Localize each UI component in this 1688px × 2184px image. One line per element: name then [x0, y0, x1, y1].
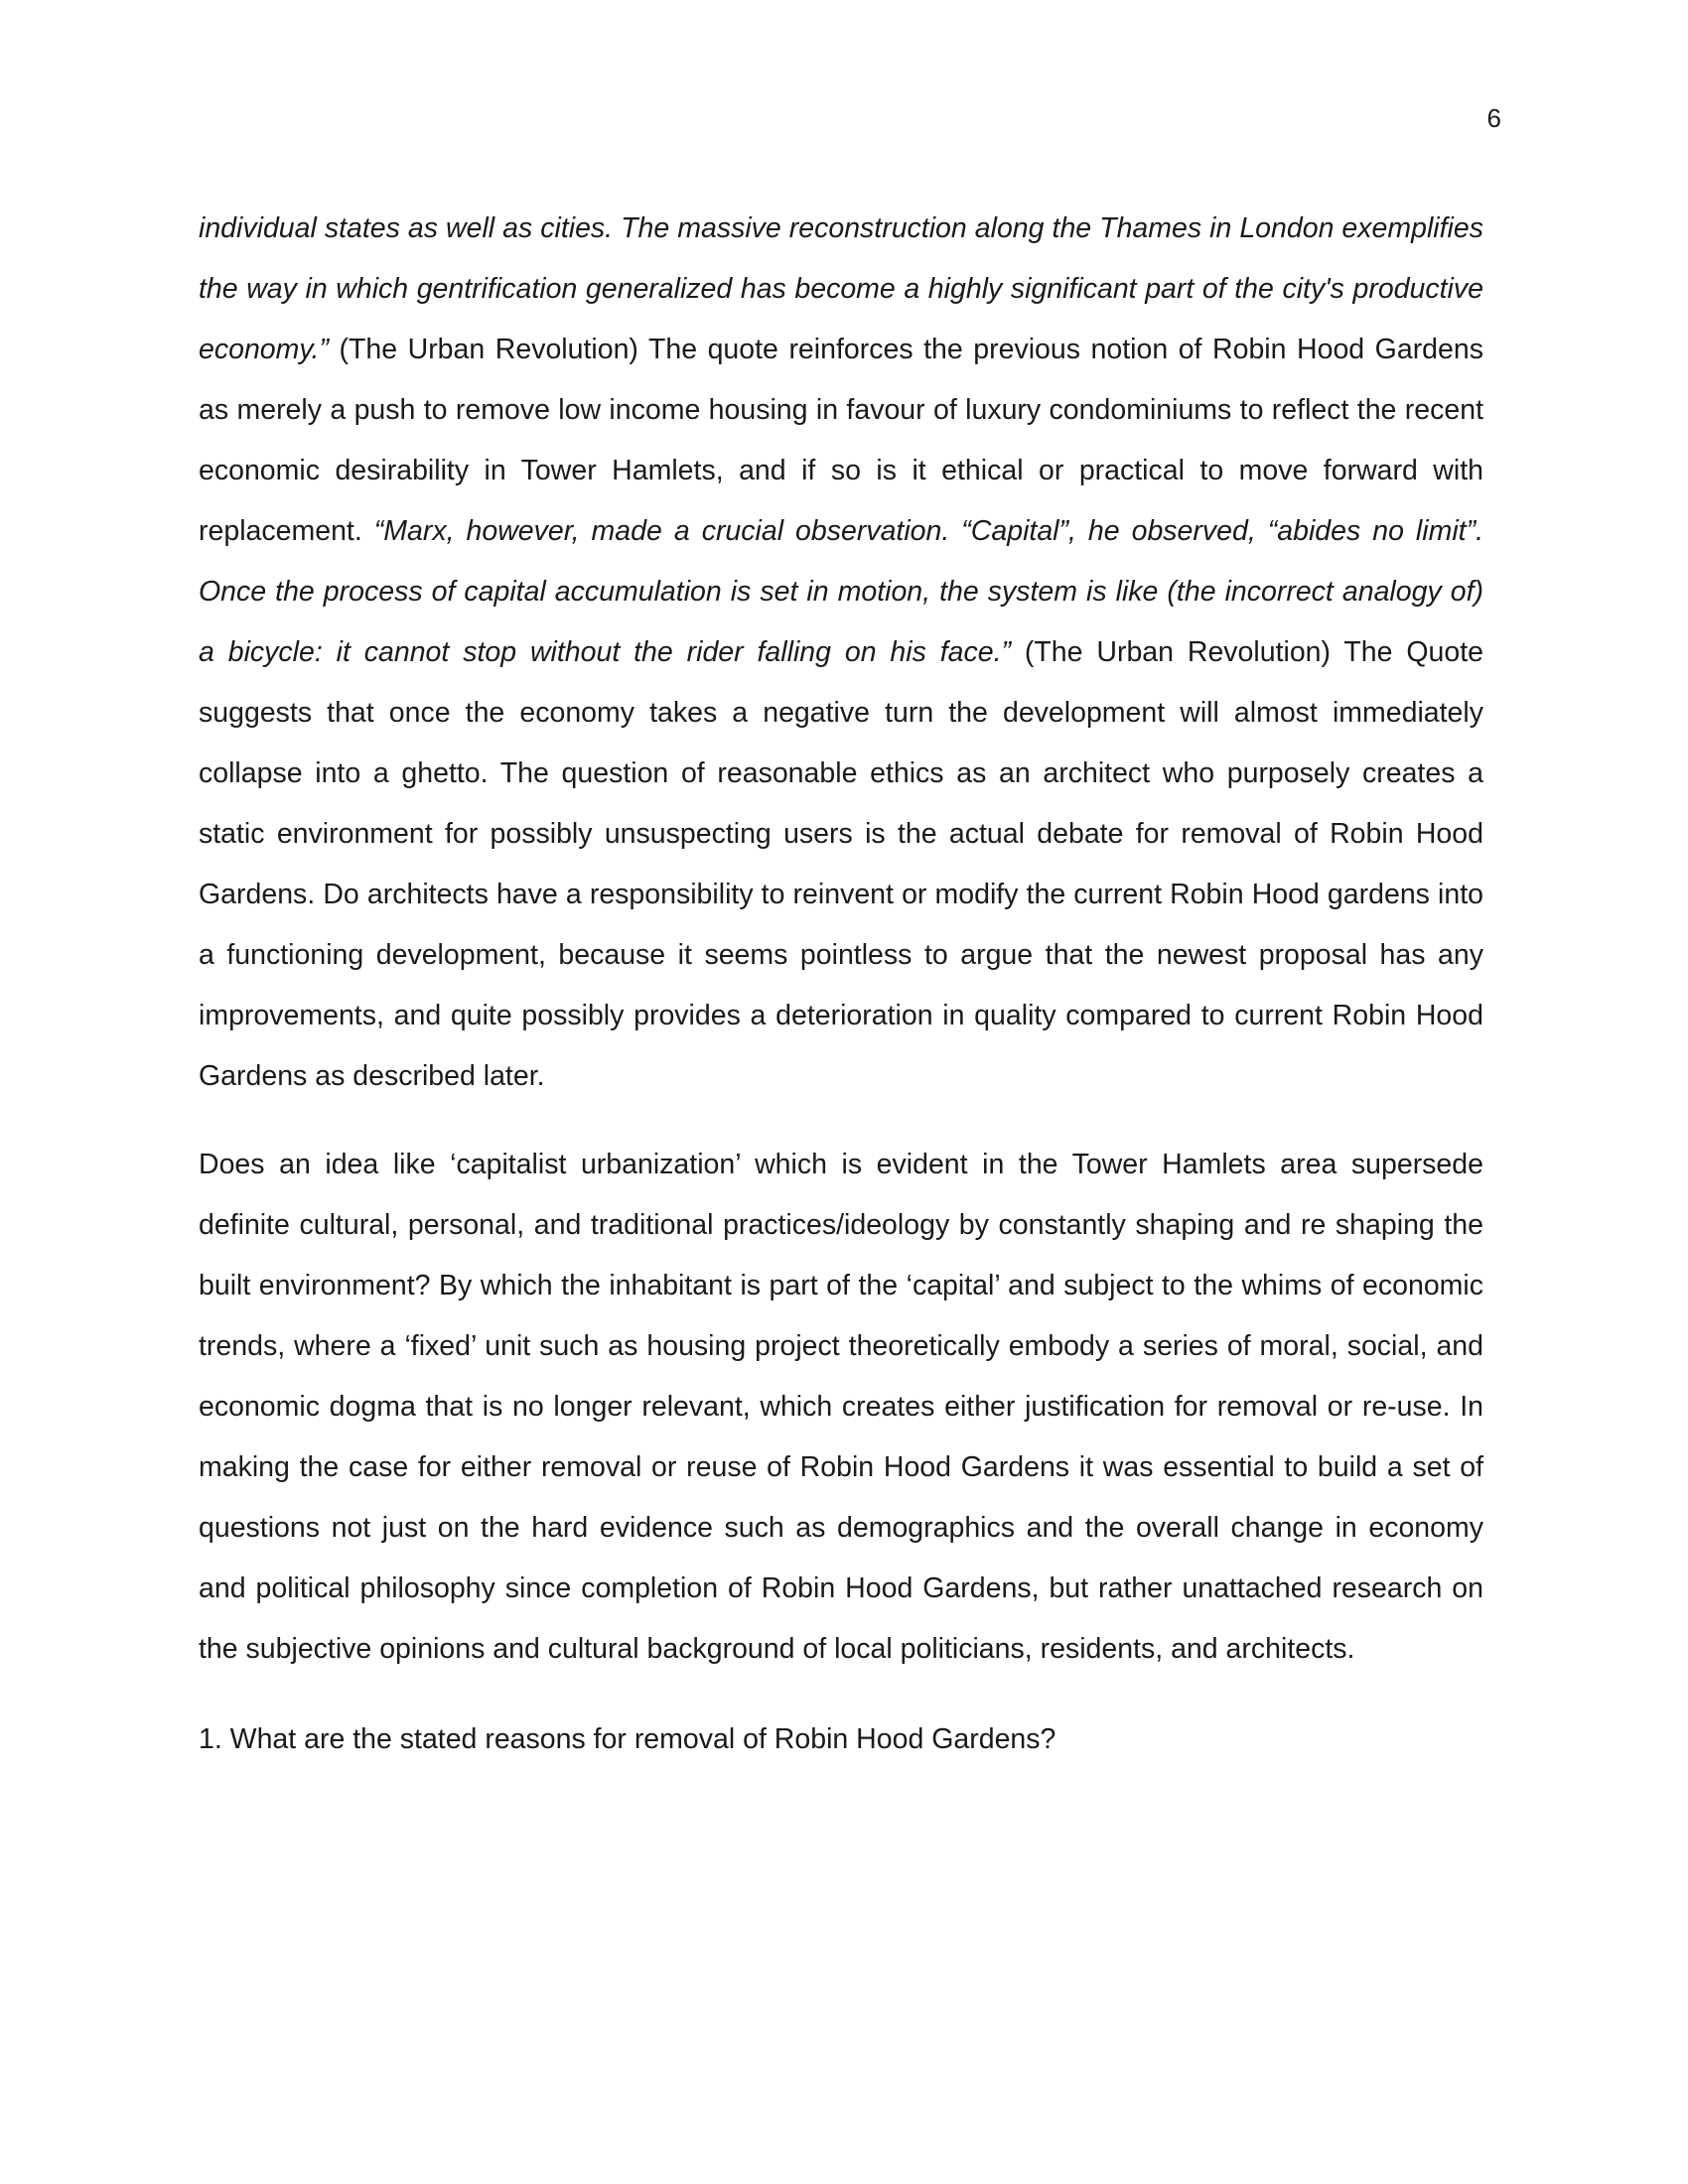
commentary-architect-ethics: (The Urban Revolution) The Quote suggests that once the economy takes a negative turn the development will almost immediately collapse into a ghetto. The question of reasonable ethics as an architect who purposely creates a static environment for possibly unsuspecting users is the actual debate for removal of Robin Hood Gardens. Do architects have a responsibility to reinvent or modify the current Robin Hood gardens into a functioning development, because it seems pointless to argue that the newest proposal has any improvements, and quite possibly provides a deterioration in quality compared to current Robin Hood Gardens as described later. — [199, 636, 1484, 1092]
quote-marx-capital: “Marx, however, made a crucial observation. “Capital”, he observed, “abides no limit”. Once the process of capital accumulation is set in motion, the system is like (the incorrect analogy of) a bicycle: it cannot stop without the rider falling on his face.” — [199, 515, 1483, 668]
page-number: 6 — [1486, 103, 1501, 133]
quote-thames-reconstruction: individual states as well as cities. The massive reconstruction along the Thames in London exemplifies the way in which gentrification generalized has become a highly significant part of the city's productive economy.” — [199, 212, 1483, 365]
question-item-1: 1. What are the stated reasons for removal of Robin Hood Gardens? — [199, 1723, 1056, 1755]
paragraph-capitalist-urbanization: Does an idea like ‘capitalist urbanization’ which is evident in the Tower Hamlets area supersede definite cultural, personal, and traditional practices/ideology by constantly shaping and re shaping the built environment? By which the inhabitant is part of the ‘capital’ and subject to the whims of economic trends, where a ‘fixed’ unit such as housing project theoretically embody a series of moral, social, and economic dogma that is no longer relevant, which creates either justification for removal or re-use. In making the case for either removal or reuse of Robin Hood Gardens it was essential to build a set of questions not just on the hard evidence such as demographics and the overall change in economy and political philosophy since completion of Robin Hood Gardens, but rather unattached research on the subjective opinions and cultural background of local politicians, residents, and architects. — [199, 1149, 1483, 1665]
paragraph-urban-revolution — [199, 199, 1483, 1107]
document-body — [199, 199, 1483, 1770]
commentary-low-income-housing: (The Urban Revolution) The quote reinforces the previous notion of Robin Hood Gardens as merely a push to remove low income housing in favour of luxury condominiums to reflect the recent economic desirability in Tower Hamlets, and if so is it ethical or practical to move forward with replacement. — [199, 334, 1483, 547]
